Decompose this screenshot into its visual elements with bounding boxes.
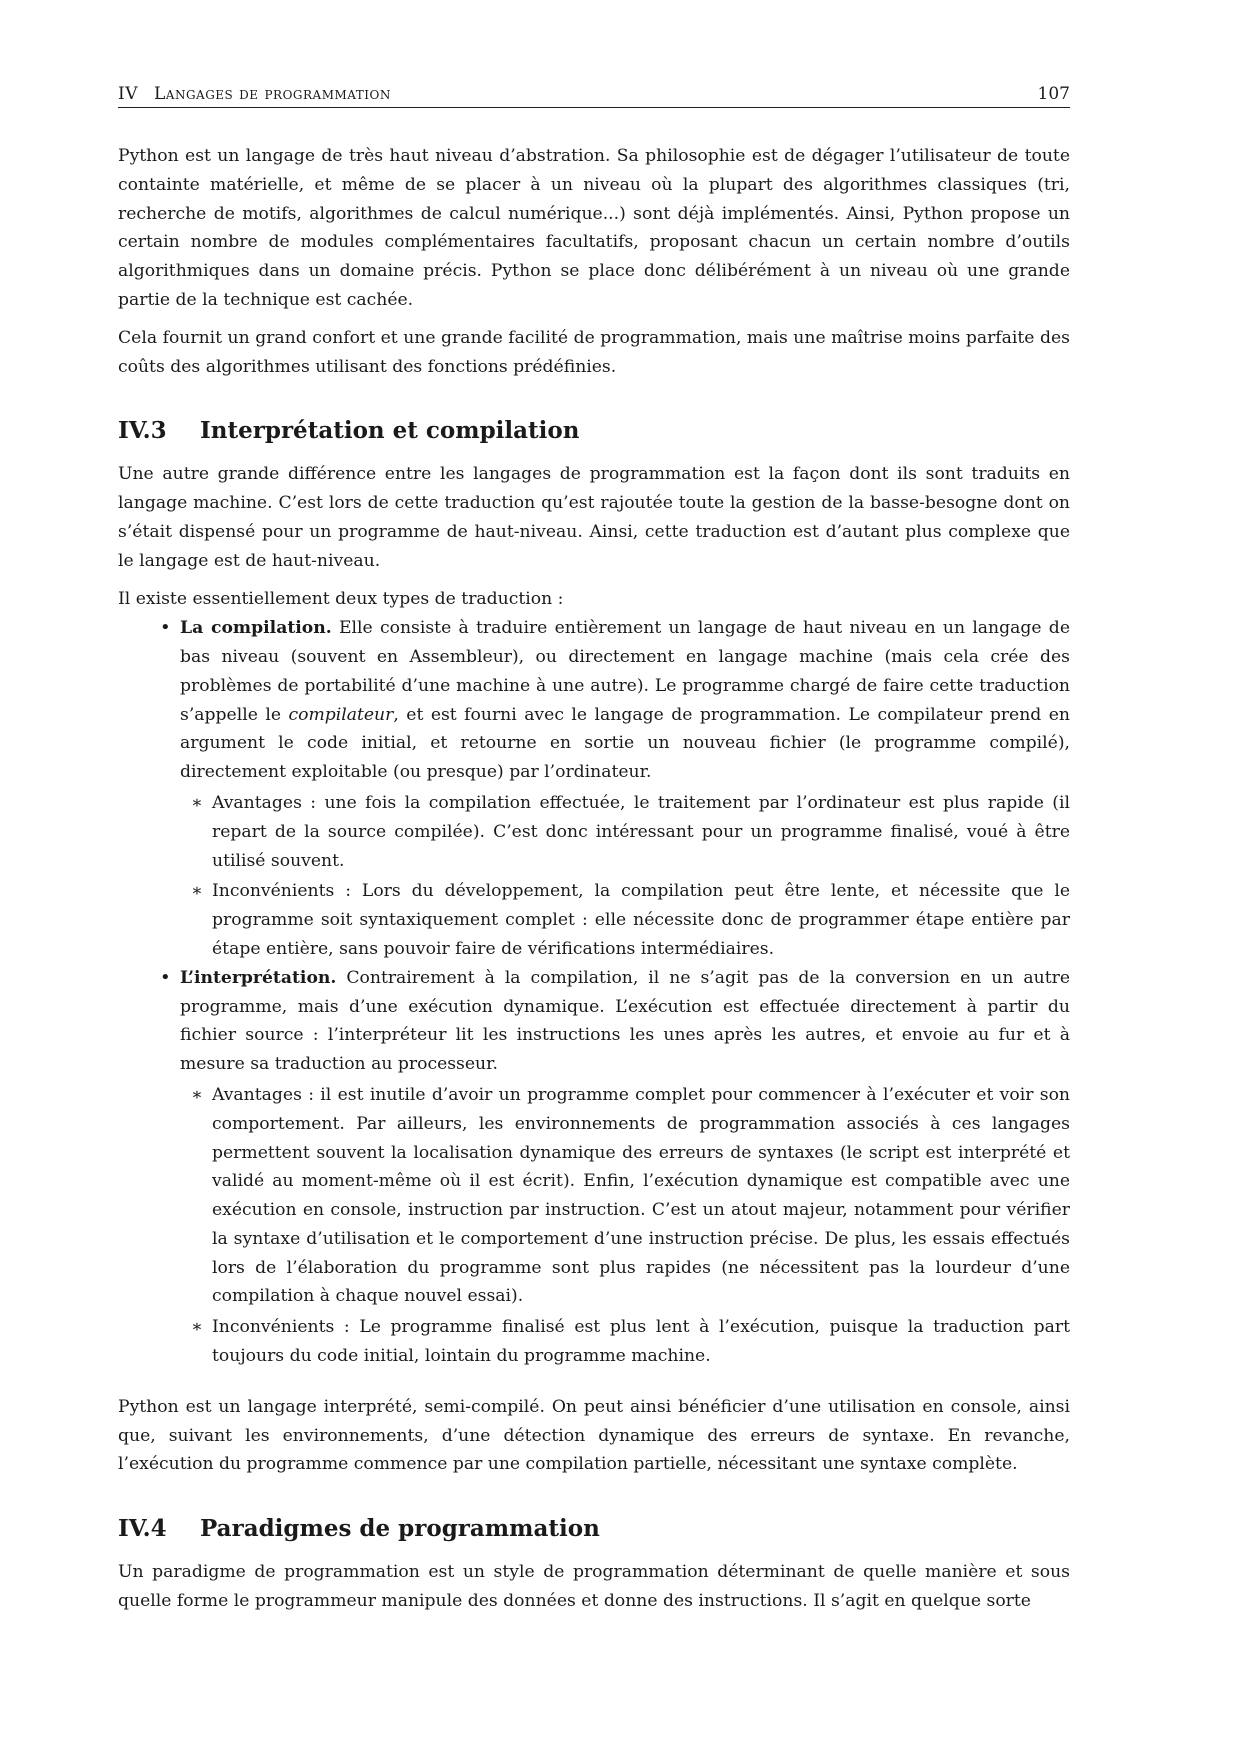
section-heading-iv3 (118, 417, 1070, 446)
section-number: IV.3 (118, 417, 167, 445)
compilation-advantages: ∗ Avantages : une fois la compilation effectuée, le traitement par l’ordinateur est plus rapide (il repart de la source compilée). C’est donc intéressant pour un programme finalisé, voué à être utilisé souvent. (212, 789, 1070, 875)
section-number: IV.4 (118, 1515, 167, 1543)
translation-types-list (118, 614, 1070, 1371)
running-header (118, 84, 1070, 108)
section-title: Paradigmes de programmation (200, 1515, 600, 1543)
compilation-pros-cons (180, 789, 1070, 964)
paragraph-translation-intro: Une autre grande différence entre les langages de programmation est la façon dont ils sont traduits en langage machine. C’est lors de cette traduction qu’est rajoutée toute la gestion de la basse-besogne dont on s’était dispensé pour un programme de haut-niveau. Ainsi, cette traduction est d’autant plus complexe que le langage est de haut-niveau. (118, 464, 1070, 571)
interpretation-advantages: ∗ Avantages : il est inutile d’avoir un programme complet pour commencer à l’exécuter et voir son comportement. Par ailleurs, les environnements de programmation associés à ces langages permettent souvent la localisation dynamique des erreurs de syntaxes (le script est interprété et validé au moment-même où il est écrit). Enfin, l’exécution dynamique est compatible avec une exécution en console, instruction par instruction. C’est un atout majeur, notamment pour vérifier la syntaxe d’utilisation et le comportement d’une instruction précise. De plus, les essais effectués lors de l’élaboration du programme sont plus rapides (ne nécessitent pas la lourdeur d’une compilation à chaque nouvel essai). (212, 1081, 1070, 1311)
term-compilation: La compilation. (180, 618, 332, 639)
term-compilateur: compilateur (288, 704, 394, 725)
chapter-heading (118, 84, 391, 104)
compilation-text-part1: Elle consiste à traduire entièrement un langage de haut niveau en un langage de bas niveau (souvent en Assembleur), ou directement en langage machine (mais cela crée des problèmes de portabilité d’une machine à une autre). Le programme chargé de faire cette traduction s’appelle le (180, 618, 1070, 725)
compilation-drawbacks: ∗ Inconvénients : Lors du développement, la compilation peut être lente, et nécessite que le programme soit syntaxiquement complet : elle nécessite donc de programmer étape entière par étape entière, sans pouvoir faire de vérifications intermédiaires. (212, 877, 1070, 963)
compilation-text-part2: , et est fourni avec le langage de programmation. Le compilateur prend en argument le code initial, et retourne en sortie un nouveau fichier (le programme compilé), directement exploitable (ou presque) par l’ordinateur. (180, 704, 1071, 783)
section-title: Interprétation et compilation (200, 417, 580, 445)
paragraph-python-abstraction: Python est un langage de très haut niveau d’abstration. Sa philosophie est de dégager l’utilisateur de toute containte matérielle, et même de se placer à un niveau où la plupart des algorithmes classiques (tri, recherche de motifs, algorithmes de calcul numérique...) sont déjà implémentés. Ainsi, Python propose un certain nombre de modules complémentaires facultatifs, proposant chacun un certain nombre d’outils algorithmiques dans un domaine précis. Python se place donc délibérément à un niveau où une grande partie de la technique est cachée. (118, 146, 1070, 310)
list-item-compilation (180, 614, 1070, 964)
page-number: 107 (1037, 84, 1070, 104)
list-item-interpretation (180, 964, 1070, 1371)
section-heading-iv4 (118, 1515, 1070, 1544)
document-page (118, 84, 1070, 1616)
interpretation-pros-cons (180, 1081, 1070, 1371)
paragraph-list-intro: Il existe essentiellement deux types de traduction : (118, 589, 564, 610)
interpretation-text: Contrairement à la compilation, il ne s’agit pas de la conversion en un autre programme, mais d’une exécution dynamique. L’exécution est effectuée directement à partir du fichier source : l’interpréteur lit les instructions les unes après les autres, et envoie au fur et à mesure sa traduction au processeur. (180, 967, 1070, 1075)
term-interpretation: L’interprétation. (180, 967, 337, 988)
paragraph-paradigm-intro: Un paradigme de programmation est un style de programmation déterminant de quelle manière et sous quelle forme le programmeur manipule des données et donne des instructions. Il s’agit en quelque sorte (118, 1562, 1070, 1611)
page-body (118, 142, 1070, 1616)
chapter-title: Langages de programmation (154, 84, 391, 104)
paragraph-comfort: Cela fournit un grand confort et une grande facilité de programmation, mais une maîtrise moins parfaite des coûts des algorithmes utilisant des fonctions prédéfinies. (118, 327, 1070, 377)
interpretation-drawbacks: ∗ Inconvénients : Le programme finalisé est plus lent à l’exécution, puisque la traduction part toujours du code initial, lointain du programme machine. (212, 1313, 1070, 1371)
paragraph-python-interpreted: Python est un langage interprété, semi-compilé. On peut ainsi bénéficier d’une utilisation en console, ainsi que, suivant les environnements, d’une détection dynamique des erreurs de syntaxe. En revanche, l’exécution du programme commence par une compilation partielle, nécessitant une syntaxe complète. (118, 1396, 1070, 1475)
chapter-number: IV (118, 84, 138, 104)
